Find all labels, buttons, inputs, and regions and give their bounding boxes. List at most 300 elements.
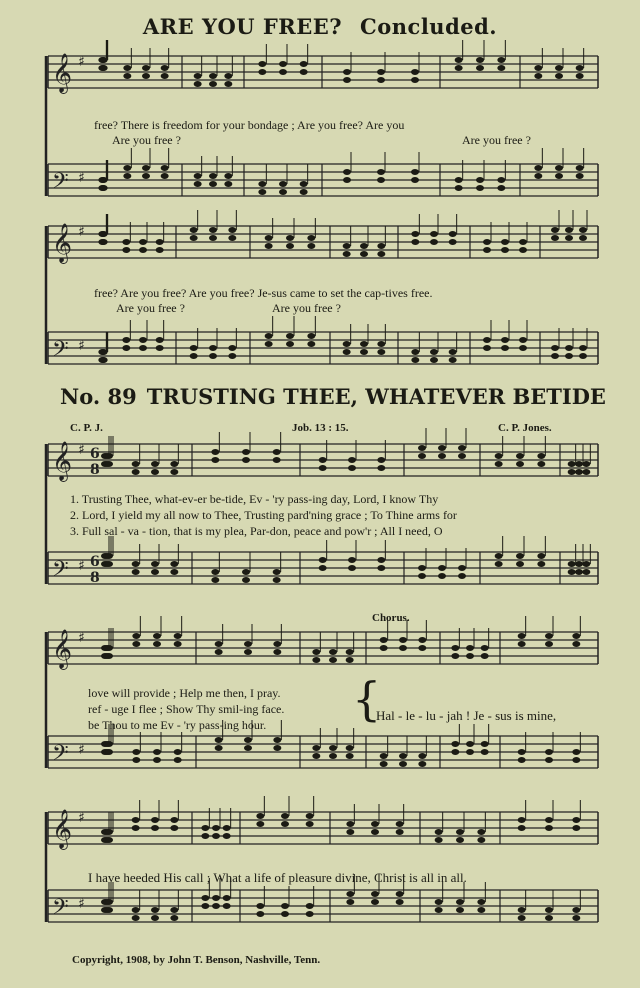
note-head [258, 69, 266, 75]
note-head [495, 561, 503, 567]
note-head [466, 653, 474, 659]
verse-3-line2: be Thou to me Ev - 'ry pass-ing hour. [88, 718, 267, 732]
note-head [319, 457, 327, 463]
note-head [537, 453, 545, 459]
note-head [343, 243, 351, 249]
note-head [279, 189, 287, 195]
time-signature: 8 [90, 570, 100, 586]
note-head [161, 73, 169, 79]
note-head [449, 357, 457, 363]
note-head [307, 341, 315, 347]
song-author: C. P. J. [70, 422, 103, 434]
note-head [411, 231, 419, 237]
note-head [411, 69, 419, 75]
note-head [224, 73, 232, 79]
bass-clef-icon: 𝄢 [52, 169, 69, 199]
note-head [343, 251, 351, 257]
note-head [568, 569, 576, 575]
note-head [151, 469, 159, 475]
note-head [228, 227, 236, 233]
note-head [306, 911, 314, 917]
note-head [537, 553, 545, 559]
note-head [455, 57, 463, 63]
note-head [319, 557, 327, 563]
note-head [300, 61, 308, 67]
note-head [483, 247, 491, 253]
note-head [265, 243, 273, 249]
note-head [555, 65, 563, 71]
note-head [223, 895, 231, 901]
note-head [466, 741, 474, 747]
note-head [477, 907, 485, 913]
note-head [132, 469, 140, 475]
note-head [343, 177, 351, 183]
sharp-icon: ♯ [78, 224, 85, 240]
note-head [265, 333, 273, 339]
note-head [256, 903, 264, 909]
note-head [142, 165, 150, 171]
note-head [306, 821, 314, 827]
note-head [466, 645, 474, 651]
song-composer: C. P. Jones. [498, 422, 552, 434]
note-head [399, 753, 407, 759]
note-head [273, 577, 281, 583]
note-head [98, 65, 106, 71]
note-head [122, 337, 130, 343]
note-head [156, 345, 164, 351]
note-head [519, 345, 527, 351]
note-head [481, 741, 489, 747]
note-head [418, 645, 426, 651]
note-head [273, 745, 281, 751]
treble-clef-icon: 𝄞 [52, 629, 73, 669]
note-head [497, 185, 505, 191]
note-head [568, 461, 576, 467]
note-head [575, 469, 583, 475]
note-head [273, 649, 281, 655]
note-head [575, 461, 583, 467]
note-head [575, 561, 583, 567]
note-head [545, 757, 553, 763]
note-head [122, 247, 130, 253]
note-head [518, 633, 526, 639]
note-head [312, 657, 320, 663]
note-head [279, 61, 287, 67]
note-head [343, 341, 351, 347]
note-head [572, 633, 580, 639]
note-head [300, 189, 308, 195]
note-head [466, 749, 474, 755]
verse-1-line2: love will provide ; Help me then, I pray. [88, 686, 281, 700]
header-concluded: Concluded. [360, 14, 498, 39]
note-head [139, 239, 147, 245]
note-head [534, 165, 542, 171]
note-head [170, 561, 178, 567]
note-head [98, 239, 106, 245]
chorus-label: Chorus. [372, 612, 410, 624]
note-head [495, 461, 503, 467]
note-head [518, 757, 526, 763]
note-head [435, 899, 443, 905]
note-head [209, 173, 217, 179]
note-head [495, 553, 503, 559]
note-head [418, 565, 426, 571]
note-head [346, 753, 354, 759]
note-head [396, 829, 404, 835]
note-head [170, 569, 178, 575]
note-head [209, 353, 217, 359]
sharp-icon: ♯ [78, 338, 85, 354]
note-head [360, 349, 368, 355]
note-head [223, 833, 231, 839]
note-head [212, 903, 220, 909]
note-head [209, 73, 217, 79]
note-head [153, 633, 161, 639]
song-number: No. 89 [60, 384, 137, 409]
note-head [281, 821, 289, 827]
note-head [343, 349, 351, 355]
note-head [153, 757, 161, 763]
note-head [518, 825, 526, 831]
note-head [105, 453, 113, 459]
note-head [343, 169, 351, 175]
note-head [105, 829, 113, 835]
note-head [346, 891, 354, 897]
note-head [360, 251, 368, 257]
ayf-line1-melody: free? There is freedom for your bondage ; Are you free? Are you [94, 118, 405, 132]
note-head [458, 445, 466, 451]
note-head [545, 907, 553, 913]
note-head [312, 753, 320, 759]
note-head [501, 247, 509, 253]
note-head [377, 69, 385, 75]
note-head [438, 453, 446, 459]
note-head [242, 457, 250, 463]
note-head [346, 821, 354, 827]
note-head [194, 173, 202, 179]
note-head [329, 649, 337, 655]
note-head [455, 185, 463, 191]
sharp-icon: ♯ [78, 170, 85, 186]
note-head [418, 445, 426, 451]
note-head [451, 653, 459, 659]
note-head [161, 173, 169, 179]
note-head [132, 561, 140, 567]
note-head [396, 891, 404, 897]
note-head [418, 453, 426, 459]
song-title [60, 384, 606, 409]
sharp-icon: ♯ [78, 896, 85, 912]
sharp-icon: ♯ [78, 630, 85, 646]
note-head [273, 457, 281, 463]
note-head [371, 899, 379, 905]
note-head [132, 641, 140, 647]
note-head [551, 353, 559, 359]
note-head [501, 345, 509, 351]
ayf-line1-echo2: Are you free ? [462, 133, 531, 147]
note-head [105, 907, 113, 913]
note-head [273, 569, 281, 575]
note-head [377, 243, 385, 249]
note-head [380, 761, 388, 767]
note-head [209, 81, 217, 87]
note-head [170, 461, 178, 467]
note-head [483, 345, 491, 351]
note-head [438, 573, 446, 579]
note-head [242, 577, 250, 583]
note-head [534, 65, 542, 71]
note-head [201, 825, 209, 831]
note-head [576, 65, 584, 71]
note-head [306, 813, 314, 819]
note-head [377, 349, 385, 355]
note-head [151, 461, 159, 467]
note-head [209, 227, 217, 233]
note-head [501, 239, 509, 245]
copyright-notice: Copyright, 1908, by John T. Benson, Nashville, Tenn. [72, 954, 321, 966]
note-head [306, 903, 314, 909]
note-head [396, 821, 404, 827]
note-head [477, 837, 485, 843]
note-head [555, 73, 563, 79]
note-head [575, 569, 583, 575]
note-head [418, 637, 426, 643]
note-head [346, 649, 354, 655]
note-head [307, 235, 315, 241]
note-head [551, 227, 559, 233]
note-head [377, 77, 385, 83]
note-head [170, 817, 178, 823]
note-head [435, 829, 443, 835]
note-head [579, 353, 587, 359]
note-head [329, 753, 337, 759]
note-head [174, 633, 182, 639]
note-head [455, 177, 463, 183]
note-head [151, 561, 159, 567]
note-head [497, 65, 505, 71]
note-head [377, 465, 385, 471]
note-head [174, 641, 182, 647]
note-head [519, 247, 527, 253]
note-head [132, 757, 140, 763]
note-head [224, 181, 232, 187]
note-head [98, 177, 106, 183]
note-head [481, 653, 489, 659]
note-head [281, 813, 289, 819]
verse-brace: { [352, 672, 382, 726]
note-head [430, 349, 438, 355]
note-head [476, 65, 484, 71]
note-head [161, 65, 169, 71]
note-head [132, 817, 140, 823]
note-head [435, 907, 443, 913]
note-head [190, 353, 198, 359]
note-head [273, 449, 281, 455]
song-title-text: TRUSTING THEE, WHATEVER BETIDE [146, 384, 606, 409]
note-head [258, 181, 266, 187]
note-head [194, 81, 202, 87]
bass-clef-icon: 𝄢 [52, 741, 69, 771]
note-head [223, 903, 231, 909]
note-head [211, 577, 219, 583]
note-head [518, 907, 526, 913]
note-head [190, 345, 198, 351]
note-head [132, 569, 140, 575]
note-head [273, 737, 281, 743]
note-head [545, 915, 553, 921]
note-head [319, 465, 327, 471]
note-head [300, 181, 308, 187]
verse-3: 3. Full sal - va - tion, that is my plea, Par-don, peace and pow'r ; All I need, O [70, 524, 443, 538]
note-head [170, 469, 178, 475]
note-head [139, 345, 147, 351]
note-head [458, 573, 466, 579]
note-head [438, 565, 446, 571]
note-head [360, 243, 368, 249]
note-head [579, 227, 587, 233]
note-head [458, 453, 466, 459]
note-head [156, 337, 164, 343]
note-head [360, 341, 368, 347]
note-head [545, 817, 553, 823]
note-head [449, 231, 457, 237]
note-head [481, 749, 489, 755]
note-head [211, 569, 219, 575]
note-head [307, 333, 315, 339]
note-head [377, 457, 385, 463]
note-head [153, 749, 161, 755]
note-head [256, 821, 264, 827]
note-head [156, 239, 164, 245]
note-head [565, 227, 573, 233]
note-head [418, 573, 426, 579]
note-head [244, 649, 252, 655]
note-head [476, 185, 484, 191]
note-head [123, 173, 131, 179]
note-head [98, 185, 106, 191]
note-head [438, 445, 446, 451]
note-head [161, 165, 169, 171]
note-head [223, 825, 231, 831]
note-head [105, 653, 113, 659]
note-head [572, 915, 580, 921]
note-head [286, 341, 294, 347]
note-head [281, 903, 289, 909]
note-head [456, 907, 464, 913]
note-head [286, 235, 294, 241]
bass-clef-icon: 𝄢 [52, 557, 69, 587]
note-head [534, 73, 542, 79]
note-head [123, 73, 131, 79]
note-head [105, 461, 113, 467]
note-head [307, 243, 315, 249]
note-head [194, 73, 202, 79]
note-head [319, 565, 327, 571]
note-head [329, 657, 337, 663]
note-head [418, 761, 426, 767]
note-head [209, 345, 217, 351]
note-head [132, 633, 140, 639]
note-head [555, 165, 563, 171]
note-head [215, 745, 223, 751]
note-head [286, 243, 294, 249]
note-head [201, 903, 209, 909]
note-head [258, 189, 266, 195]
note-head [377, 169, 385, 175]
note-head [228, 235, 236, 241]
bass-clef-icon: 𝄢 [52, 895, 69, 925]
note-head [456, 829, 464, 835]
time-signature: 8 [90, 462, 100, 478]
note-head [258, 61, 266, 67]
note-head [582, 569, 590, 575]
verse-1: 1. Trusting Thee, what-ev-er be-tide, Ev - 'ry pass-ing day, Lord, I know Thy [70, 492, 439, 506]
note-head [380, 645, 388, 651]
note-head [537, 561, 545, 567]
note-head [190, 235, 198, 241]
note-head [190, 227, 198, 233]
note-head [348, 457, 356, 463]
note-head [572, 641, 580, 647]
note-head [377, 565, 385, 571]
note-head [105, 741, 113, 747]
note-head [411, 177, 419, 183]
note-head [211, 449, 219, 455]
note-head [156, 247, 164, 253]
note-head [565, 353, 573, 359]
note-head [551, 235, 559, 241]
note-head [211, 457, 219, 463]
note-head [495, 453, 503, 459]
note-head [555, 173, 563, 179]
note-head [105, 561, 113, 567]
note-head [209, 181, 217, 187]
note-head [396, 899, 404, 905]
ayf-line2-echo2: Are you free ? [272, 301, 341, 315]
note-head [215, 737, 223, 743]
treble-clef-icon: 𝄞 [52, 441, 73, 481]
note-head [572, 749, 580, 755]
note-head [430, 231, 438, 237]
note-head [518, 817, 526, 823]
note-head [348, 557, 356, 563]
note-head [98, 357, 106, 363]
note-head [565, 235, 573, 241]
bass-clef-icon: 𝄢 [52, 337, 69, 367]
note-head [534, 173, 542, 179]
note-head [312, 745, 320, 751]
note-head [377, 251, 385, 257]
note-head [451, 741, 459, 747]
note-head [411, 357, 419, 363]
note-head [281, 911, 289, 917]
note-head [142, 173, 150, 179]
note-head [151, 907, 159, 913]
verse-2-line2: ref - uge I flee ; Show Thy smil-ing face. [88, 702, 285, 716]
treble-clef-icon: 𝄞 [52, 809, 73, 849]
note-head [105, 553, 113, 559]
note-head [312, 649, 320, 655]
note-head [380, 753, 388, 759]
note-head [551, 345, 559, 351]
ayf-line2-melody: free? Are you free? Are you free? Je-sus came to set the cap-tives free. [94, 286, 433, 300]
note-head [449, 239, 457, 245]
note-head [132, 825, 140, 831]
note-head [458, 565, 466, 571]
note-head [572, 817, 580, 823]
note-head [142, 73, 150, 79]
note-head [151, 569, 159, 575]
